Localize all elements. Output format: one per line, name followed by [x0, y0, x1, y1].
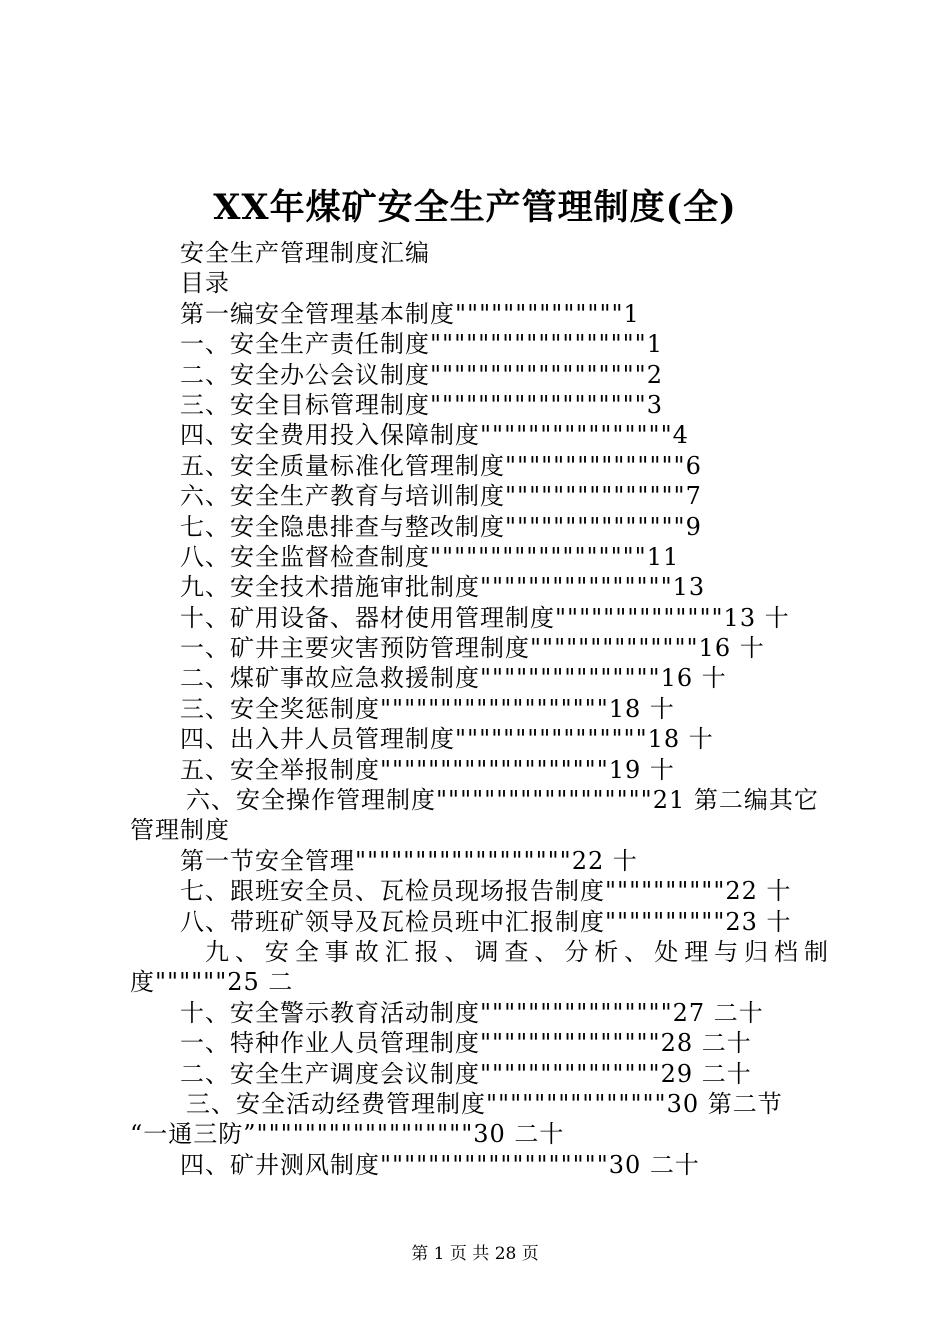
- text-line: 安全生产管理制度汇编: [180, 239, 430, 267]
- toc-entry: 四、矿井测风制度"""""""""""""""""""30 二十: [180, 1150, 700, 1179]
- toc-entry: 一、特种作业人员管理制度"""""""""""""""28 二十: [180, 1029, 752, 1058]
- toc-entry: 三、安全活动经费管理制度"""""""""""""""30 第二节: [186, 1089, 783, 1118]
- toc-entry: 九、安全事故汇报、调查、分析、处理与归档制: [205, 937, 830, 966]
- toc-entry: 十、矿用设备、器材使用管理制度""""""""""""""13 十: [180, 603, 790, 632]
- toc-entry: 四、出入井人员管理制度""""""""""""""""18 十: [180, 725, 714, 754]
- toc-entry: 九、安全技术措施审批制度""""""""""""""""13: [180, 573, 706, 602]
- toc-entry-continued: 管理制度: [130, 816, 230, 845]
- toc-entry: 五、安全举报制度"""""""""""""""""""19 十: [180, 755, 675, 784]
- toc-entry: 一、矿井主要灾害预防管理制度""""""""""""""16 十: [180, 634, 765, 663]
- document-body: [130, 238, 830, 1180]
- toc-entry: 十、安全警示教育活动制度""""""""""""""""27 二十: [180, 998, 764, 1027]
- text-line: 目录: [180, 269, 230, 298]
- toc-entry: 八、安全监督检查制度""""""""""""""""""11: [180, 542, 680, 571]
- toc-entry: 五、安全质量标准化管理制度"""""""""""""""6: [180, 451, 702, 480]
- toc-entry: 四、安全费用投入保障制度""""""""""""""""4: [180, 421, 689, 450]
- page-number: 第 1 页 共 28 页: [411, 1244, 539, 1264]
- toc-entry: 三、安全目标管理制度""""""""""""""""""3: [180, 390, 663, 419]
- toc-entry: 八、带班矿领导及瓦检员班中汇报制度""""""""""23 十: [180, 907, 792, 936]
- toc-entry: 第一节安全管理""""""""""""""""""22 十: [180, 846, 638, 875]
- toc-entry: 二、安全办公会议制度""""""""""""""""""2: [180, 360, 663, 389]
- toc-entry: 七、跟班安全员、瓦检员现场报告制度""""""""""22 十: [180, 877, 792, 906]
- toc-entry: 三、安全奖惩制度"""""""""""""""""""18 十: [180, 694, 675, 723]
- toc-entry: 二、安全生产调度会议制度"""""""""""""""29 二十: [180, 1059, 752, 1088]
- toc-entry: 一、安全生产责任制度""""""""""""""""""1: [180, 330, 663, 359]
- toc-entry: 第一编安全管理基本制度""""""""""""""1: [180, 299, 640, 328]
- toc-entry: 二、煤矿事故应急救援制度"""""""""""""""16 十: [180, 664, 727, 693]
- toc-entry: 七、安全隐患排查与整改制度"""""""""""""""9: [180, 512, 702, 541]
- toc-entry-continued: 度""""""25 二: [130, 968, 294, 997]
- toc-entry-continued: “一通三防”""""""""""""""""""30 二十: [130, 1120, 565, 1149]
- document-title: XX年煤矿安全生产管理制度(全): [213, 187, 737, 228]
- toc-entry: 六、安全操作管理制度""""""""""""""""""21 第二编其它: [186, 786, 819, 815]
- toc-entry: 六、安全生产教育与培训制度"""""""""""""""7: [180, 482, 702, 511]
